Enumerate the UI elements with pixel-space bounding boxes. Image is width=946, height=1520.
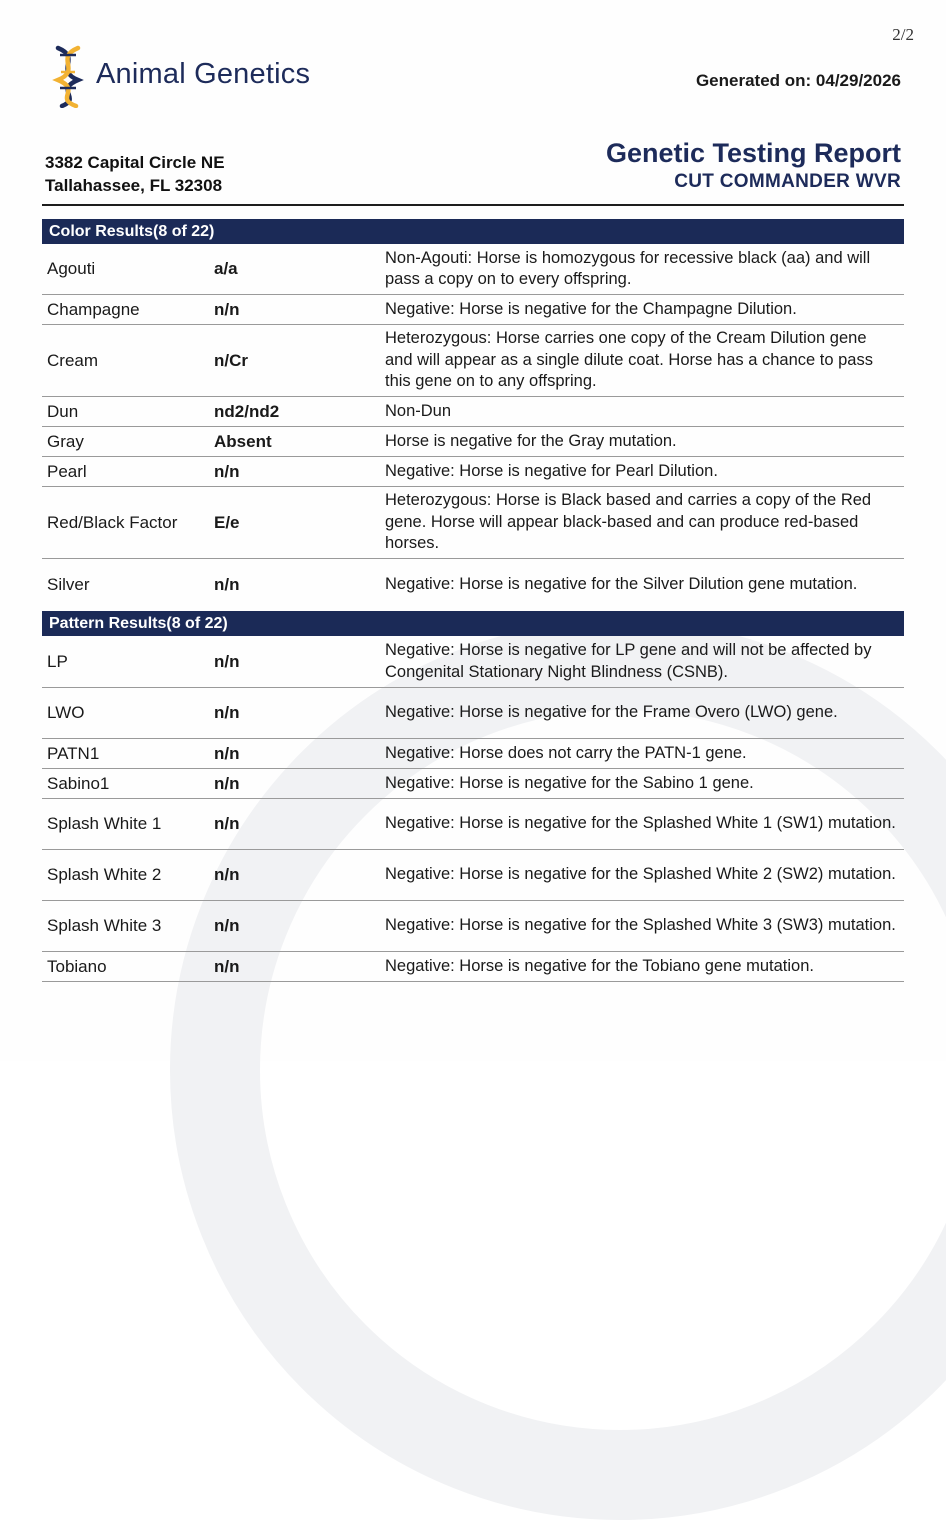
gene-result: n/n <box>214 743 240 763</box>
header-divider <box>42 204 904 206</box>
horse-name: CUT COMMANDER WVR <box>674 171 901 192</box>
pattern-results-header: Pattern Results(8 of 22) <box>42 611 904 636</box>
brand-name: Animal Genetics <box>96 58 311 90</box>
gene-description: Non-Dun <box>385 401 452 420</box>
gene-description: Negative: Horse is negative for the Silver Dilution gene mutation. <box>385 575 858 594</box>
gene-result: n/Cr <box>214 350 248 370</box>
gene-name: Silver <box>47 575 90 594</box>
dna-helix-icon <box>48 44 88 108</box>
table-row <box>42 427 904 457</box>
gene-description: Negative: Horse is negative for the Splashed White 3 (SW3) mutation. <box>385 916 896 935</box>
gene-result: n/n <box>214 865 240 884</box>
gene-name: Agouti <box>47 259 96 278</box>
table-row <box>42 769 904 799</box>
table-row <box>42 636 904 688</box>
gene-name: Splash White 2 <box>47 865 162 884</box>
gene-name: Sabino1 <box>47 773 110 793</box>
table-row <box>42 295 904 325</box>
table-row <box>42 397 904 427</box>
gene-name: Pearl <box>47 461 87 481</box>
gene-name: Cream <box>47 350 99 370</box>
table-row <box>42 559 904 611</box>
table-row <box>42 901 904 952</box>
gene-result: n/n <box>214 299 240 319</box>
gene-description: Negative: Horse is negative for the Splashed White 2 (SW2) mutation. <box>385 865 896 884</box>
color-results-header: Color Results(8 of 22) <box>42 219 904 244</box>
gene-description: Heterozygous: Horse carries one copy of the Cream Dilution gene and will appear as a single dilute coat. Horse has a chance to pass this gene on to any offspring. <box>385 329 873 391</box>
gene-name: Splash White 3 <box>47 916 162 935</box>
gene-result: n/n <box>214 575 240 594</box>
gene-name: Champagne <box>47 299 140 319</box>
gene-result: n/n <box>214 916 240 935</box>
gene-result: a/a <box>214 259 238 278</box>
report-title: Genetic Testing Report <box>605 138 901 168</box>
gene-name: Red/Black Factor <box>47 512 178 532</box>
gene-description: Negative: Horse is negative for the Champagne Dilution. <box>385 299 797 318</box>
gene-name: PATN1 <box>47 743 100 763</box>
gene-result: n/n <box>214 461 240 481</box>
table-row <box>42 850 904 901</box>
address-line-2: Tallahassee, FL 32308 <box>45 176 223 195</box>
gene-description: Negative: Horse is negative for Pearl Dilution. <box>385 461 718 480</box>
gene-result: n/n <box>214 703 240 722</box>
table-row <box>42 952 904 982</box>
gene-name: Splash White 1 <box>47 814 162 833</box>
gene-description: Heterozygous: Horse is Black based and carries a copy of the Red gene. Horse will appear black-based and can produce red-based horses. <box>385 491 872 553</box>
table-row <box>42 325 904 397</box>
gene-description: Non-Agouti: Horse is homozygous for recessive black (aa) and will pass a copy on to every offspring. <box>385 248 871 288</box>
gene-description: Negative: Horse is negative for the Sabino 1 gene. <box>385 773 754 792</box>
gene-name: Gray <box>47 431 84 451</box>
gene-description: Negative: Horse does not carry the PATN-1 gene. <box>385 743 747 762</box>
gene-description: Negative: Horse is negative for the Tobiano gene mutation. <box>385 956 814 975</box>
lab-address <box>45 151 225 197</box>
table-row <box>42 799 904 850</box>
gene-name: LWO <box>47 703 85 722</box>
page-number: 2/2 <box>892 25 914 44</box>
gene-result: E/e <box>214 512 240 532</box>
table-row <box>42 688 904 739</box>
table-row <box>42 244 904 295</box>
gene-result: n/n <box>214 773 240 793</box>
address-line-1: 3382 Capital Circle NE <box>45 153 225 172</box>
gene-description: Horse is negative for the Gray mutation. <box>385 431 677 450</box>
table-row <box>42 487 904 559</box>
gene-name: LP <box>47 651 68 671</box>
gene-result: n/n <box>214 651 240 671</box>
gene-description: Negative: Horse is negative for LP gene and will not be affected by Congenital Stationary Night Blindness (CSNB). <box>385 641 872 681</box>
table-row <box>42 739 904 769</box>
gene-result: nd2/nd2 <box>214 401 280 421</box>
gene-description: Negative: Horse is negative for the Frame Overo (LWO) gene. <box>385 703 838 722</box>
gene-result: Absent <box>214 431 272 451</box>
gene-result: n/n <box>214 956 240 976</box>
generated-date: Generated on: 04/29/2026 <box>695 71 901 90</box>
gene-name: Dun <box>47 401 79 421</box>
gene-description: Negative: Horse is negative for the Splashed White 1 (SW1) mutation. <box>385 814 896 833</box>
gene-result: n/n <box>214 814 240 833</box>
gene-name: Tobiano <box>47 956 107 976</box>
table-row <box>42 457 904 487</box>
